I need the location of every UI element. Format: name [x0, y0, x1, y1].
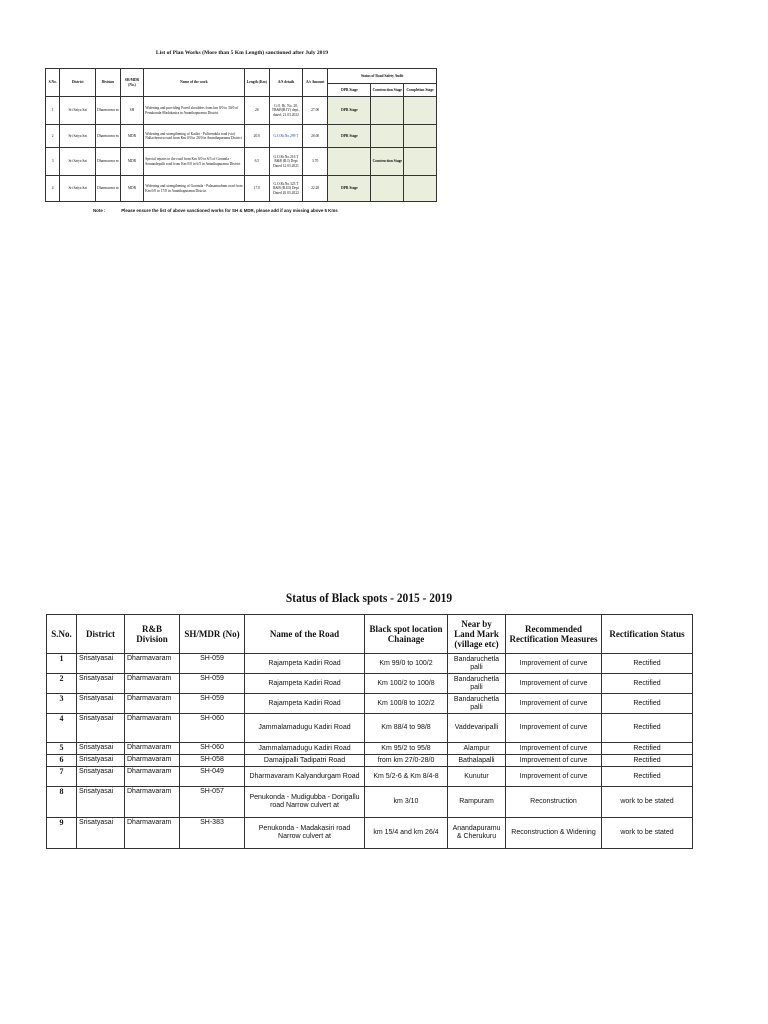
- header-chainage: Black spot location Chainage: [365, 615, 448, 654]
- cell-division: Dharmavaram: [125, 743, 180, 755]
- cell-completion: [404, 97, 437, 125]
- table-row: [46, 97, 437, 125]
- cell-landmark: Alampur: [448, 743, 506, 755]
- plan-header-row: [46, 69, 437, 84]
- cell-district: Srisatyasai: [77, 787, 125, 818]
- cell-chainage: Km 99/0 to 100/2: [365, 654, 448, 674]
- cell-district: Sri Satya Sai: [60, 176, 96, 202]
- cell-chainage: km 15/4 and km 26/4: [365, 818, 448, 849]
- header-completion: Completion Stage: [404, 84, 437, 97]
- cell-sno: 8: [47, 787, 77, 818]
- cell-district: Srisatyasai: [77, 755, 125, 767]
- cell-construction: [371, 97, 404, 125]
- header-district: District: [60, 69, 96, 97]
- cell-status: Rectified: [602, 767, 693, 787]
- cell-landmark: Vaddevaripalli: [448, 714, 506, 743]
- cell-district: Srisatyasai: [77, 767, 125, 787]
- cell-division: Dharmavaram: [125, 654, 180, 674]
- cell-amount: 3.70: [302, 148, 328, 176]
- table-row: [47, 818, 693, 849]
- cell-division: Dharmavara m: [96, 97, 121, 125]
- cell-work-name: Widening and providing Paved shoulders from km 0/0 to 30/0 of Penukonda-Madakasira in Ananthapuramu District: [144, 97, 244, 125]
- cell-sno: 5: [47, 743, 77, 755]
- header-shmdr: SH/MDR (No): [180, 615, 245, 654]
- cell-sno: 3: [46, 148, 60, 176]
- cell-division: Dharmavara m: [96, 125, 121, 148]
- header-division: R&B Division: [125, 615, 180, 654]
- header-dpr: DPR Stage: [328, 84, 371, 97]
- cell-chainage: Km 95/2 to 95/8: [365, 743, 448, 755]
- cell-district: Srisatyasai: [77, 818, 125, 849]
- cell-status: Rectified: [602, 743, 693, 755]
- cell-measures: Improvement of curve: [506, 714, 602, 743]
- black-spots-table: [46, 614, 693, 849]
- cell-road-name: Rajampeta Kadiri Road: [245, 654, 365, 674]
- table-row: [47, 654, 693, 674]
- cell-length: 17.0: [244, 176, 270, 202]
- table-row: [46, 148, 437, 176]
- cell-status: Rectified: [602, 694, 693, 714]
- cell-division: Dharmavaram: [125, 755, 180, 767]
- cell-as-details: G.O.Rt.No.299 T: [270, 125, 303, 148]
- plan-works-note: [93, 208, 338, 213]
- cell-road-name: Rajampeta Kadiri Road: [245, 674, 365, 694]
- cell-road-name: Penukonda - Madakasiri road Narrow culvert at: [245, 818, 365, 849]
- cell-sno: 4: [47, 714, 77, 743]
- cell-chainage: Km 100/8 to 102/2: [365, 694, 448, 714]
- cell-road-name: Jammalamadugu Kadiri Road: [245, 714, 365, 743]
- cell-landmark: Kunutur: [448, 767, 506, 787]
- cell-length: 20.0: [244, 125, 270, 148]
- header-district: District: [77, 615, 125, 654]
- cell-completion: [404, 125, 437, 148]
- cell-shmdr: MDR: [120, 176, 144, 202]
- cell-dpr: DPR Stage: [328, 97, 371, 125]
- cell-division: Dharmavaram: [125, 767, 180, 787]
- cell-measures: Improvement of curve: [506, 767, 602, 787]
- cell-sno: 6: [47, 755, 77, 767]
- table-row: [47, 743, 693, 755]
- cell-shmdr: SH-383: [180, 818, 245, 849]
- cell-shmdr: SH-059: [180, 674, 245, 694]
- cell-sno: 2: [46, 125, 60, 148]
- cell-district: Sri Satya Sai: [60, 148, 96, 176]
- header-sno: S.No.: [46, 69, 60, 97]
- cell-road-name: Penukonda - Mudigubba - Dorigallu road Narrow culvert at: [245, 787, 365, 818]
- cell-division: Dharmavara m: [96, 176, 121, 202]
- cell-shmdr: SH-049: [180, 767, 245, 787]
- header-road-name: Name of the Road: [245, 615, 365, 654]
- cell-measures: Improvement of curve: [506, 654, 602, 674]
- cell-measures: Reconstruction & Widening: [506, 818, 602, 849]
- cell-length: 26: [244, 97, 270, 125]
- note-text: Please ensure the list of above sanctioned works for SH & MDR, please add if any missing above 5 Kms: [121, 208, 338, 213]
- cell-shmdr: SH-058: [180, 755, 245, 767]
- cell-district: Srisatyasai: [77, 714, 125, 743]
- cell-landmark: Bathalapalli: [448, 755, 506, 767]
- cell-shmdr: SH-060: [180, 714, 245, 743]
- header-status: Rectification Status: [602, 615, 693, 654]
- cell-chainage: Km 88/4 to 98/8: [365, 714, 448, 743]
- header-sno: S.No.: [47, 615, 77, 654]
- table-row: [47, 755, 693, 767]
- header-division: Division: [96, 69, 121, 97]
- cell-construction: Construction Stage: [371, 148, 404, 176]
- cell-district: Srisatyasai: [77, 654, 125, 674]
- black-spots-title: Status of Black spots - 2015 - 2019: [285, 590, 453, 605]
- cell-district: Srisatyasai: [77, 743, 125, 755]
- cell-status: work to be stated: [602, 818, 693, 849]
- cell-chainage: Km 5/2-6 & Km 8/4-8: [365, 767, 448, 787]
- cell-shmdr: SH-059: [180, 694, 245, 714]
- cell-sno: 7: [47, 767, 77, 787]
- cell-division: Dharmavaram: [125, 694, 180, 714]
- cell-work-name: Widening and strengthening of Gorantla - Palasamudram road from Km 0/0 to 17/0 in Ananthapuramu District: [144, 176, 244, 202]
- cell-district: Sri Satya Sai: [60, 125, 96, 148]
- cell-sno: 4: [46, 176, 60, 202]
- header-work-name: Name of the work: [144, 69, 244, 97]
- black-spots-header-row: [47, 615, 693, 654]
- cell-road-name: Jammalamadugu Kadiri Road: [245, 743, 365, 755]
- header-shmdr: SH/MDR (No.): [120, 69, 144, 97]
- cell-length: 6.5: [244, 148, 270, 176]
- cell-dpr: DPR Stage: [328, 176, 371, 202]
- cell-amount: 20.00: [302, 125, 328, 148]
- cell-shmdr: SH-060: [180, 743, 245, 755]
- cell-work-name: Widening and strengthening of Kadiri - Pulivendula road (via) Nallacheruvu road from Km 0/0 to 20/0 in Ananthapuramu District: [144, 125, 244, 148]
- cell-status: Rectified: [602, 714, 693, 743]
- table-row: [47, 767, 693, 787]
- cell-measures: Improvement of curve: [506, 755, 602, 767]
- cell-road-name: Rajampeta Kadiri Road: [245, 694, 365, 714]
- cell-sno: 1: [46, 97, 60, 125]
- header-landmark: Near by Land Mark (village etc): [448, 615, 506, 654]
- cell-completion: [404, 148, 437, 176]
- cell-chainage: Km 100/2 to 100/8: [365, 674, 448, 694]
- cell-measures: Improvement of curve: [506, 743, 602, 755]
- cell-shmdr: MDR: [120, 148, 144, 176]
- cell-as-details: G.O. Rt. No. 20, TR&B(R.IV) dept., dated: 21.03.2022: [270, 97, 303, 125]
- cell-measures: Reconstruction: [506, 787, 602, 818]
- cell-sno: 3: [47, 694, 77, 714]
- cell-division: Dharmavaram: [125, 714, 180, 743]
- cell-division: Dharmavara m: [96, 148, 121, 176]
- header-as-amount: A/s Amount: [302, 69, 328, 97]
- header-audit-group: Status of Road Safety Audit: [328, 69, 437, 84]
- cell-road-name: Damajipalli Tadipatri Road: [245, 755, 365, 767]
- cell-amount: 27.00: [302, 97, 328, 125]
- cell-sno: 2: [47, 674, 77, 694]
- cell-division: Dharmavaram: [125, 674, 180, 694]
- header-as-details: A/S details: [270, 69, 303, 97]
- table-row: [47, 674, 693, 694]
- cell-status: Rectified: [602, 755, 693, 767]
- cell-completion: [404, 176, 437, 202]
- plan-works-table: [45, 68, 437, 202]
- cell-construction: [371, 125, 404, 148]
- cell-shmdr: SH-059: [180, 654, 245, 674]
- cell-sno: 1: [47, 654, 77, 674]
- header-length: Length (Km): [244, 69, 270, 97]
- cell-work-name: Special repairs to the road from Km 0/0 to 6/5 of Gorantla - Somandepalli road from Km 0/0 to 6/5 in Ananthapuramu District: [144, 148, 244, 176]
- header-construction: Construction Stage: [371, 84, 404, 97]
- cell-dpr: DPR Stage: [328, 125, 371, 148]
- cell-landmark: Bandaruchetla palli: [448, 654, 506, 674]
- cell-landmark: Bandaruchetla palli: [448, 694, 506, 714]
- cell-as-details: G.O.Rt.No.216 T R&B (R.I) Dept Dated 12.03.2021: [270, 148, 303, 176]
- cell-shmdr: MDR: [120, 125, 144, 148]
- cell-shmdr: SH-057: [180, 787, 245, 818]
- table-row: [46, 125, 437, 148]
- cell-measures: Improvement of curve: [506, 694, 602, 714]
- cell-sno: 9: [47, 818, 77, 849]
- cell-dpr: [328, 148, 371, 176]
- table-row: [46, 176, 437, 202]
- table-row: [47, 714, 693, 743]
- cell-division: Dharmavaram: [125, 818, 180, 849]
- plan-works-title: List of Plan Works (More than 5 Km Length) sanctioned after July 2019: [155, 50, 329, 56]
- cell-division: Dharmavaram: [125, 787, 180, 818]
- cell-landmark: Anandapuramu & Cherukuru: [448, 818, 506, 849]
- cell-district: Srisatyasai: [77, 694, 125, 714]
- cell-landmark: Rampuram: [448, 787, 506, 818]
- cell-chainage: from km 27/0-28/0: [365, 755, 448, 767]
- cell-as-details: G.O.Rt.No.323 T R&B (R.III) Dept Dated 20.03.2022: [270, 176, 303, 202]
- table-row: [47, 694, 693, 714]
- cell-amount: 22.20: [302, 176, 328, 202]
- cell-chainage: km 3/10: [365, 787, 448, 818]
- cell-road-name: Dharmavaram Kalyandurgam Road: [245, 767, 365, 787]
- cell-status: Rectified: [602, 654, 693, 674]
- cell-measures: Improvement of curve: [506, 674, 602, 694]
- cell-landmark: Bandaruchetla palli: [448, 674, 506, 694]
- note-label: Note :: [93, 208, 106, 213]
- cell-shmdr: SH: [120, 97, 144, 125]
- cell-construction: [371, 176, 404, 202]
- cell-district: Sri Satya Sai: [60, 97, 96, 125]
- cell-district: Srisatyasai: [77, 674, 125, 694]
- cell-status: Rectified: [602, 674, 693, 694]
- table-row: [47, 787, 693, 818]
- cell-status: work to be stated: [602, 787, 693, 818]
- header-measures: Recommended Rectification Measures: [506, 615, 602, 654]
